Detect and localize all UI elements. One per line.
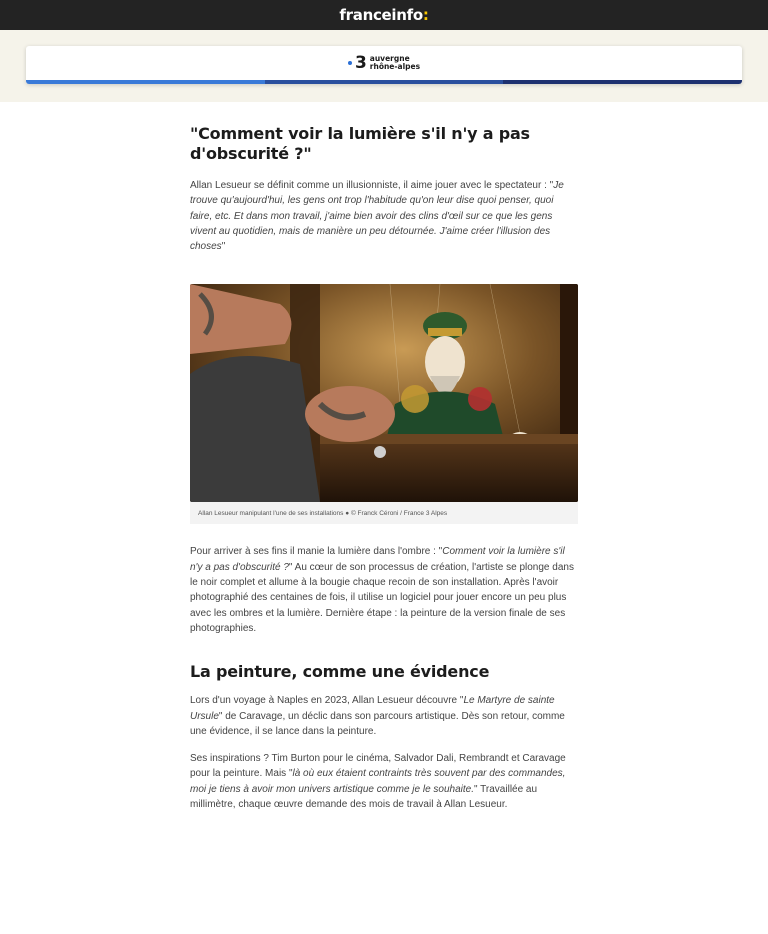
paragraph-naples-text-b: " de Caravage, un déclic dans son parcours artistique. Dès son retour, comme une évidence, il se lance dans la peinture. — [190, 710, 565, 737]
paragraph-inspirations-text-b: " Travaillée au millimètre, chaque œuvre demande des mois de travail à Allan Lesueur. — [190, 783, 538, 811]
logo-dot-icon — [348, 61, 352, 65]
regional-header-card — [26, 46, 742, 84]
france3-auvergne-logo[interactable] — [348, 52, 421, 73]
paragraph-process-text-b: " Au cœur de son processus de création, l'artiste se plonge dans le noir complet et allume à la bougie chaque recoin de son installation. Après l'avoir photographié des centaines de fois, il utilise un logiciel pour jouer encore un peu plus avec les ombres et la lumière. Dernière étape : la peinture de la version finale de ses photographies. — [190, 561, 574, 634]
article-body — [190, 102, 578, 812]
paragraph-naples-artwork: Le Martyre de sainte Ursule — [190, 695, 555, 722]
photo-caption: Allan Lesueur manipulant l'une de ses installations ● © Franck Céroni / France 3 Alpes — [190, 502, 578, 524]
brand-colon: : — [422, 6, 429, 24]
paragraph-naples-text-a: Lors d'un voyage à Naples en 2023, Allan Lesueur découvre " — [190, 695, 464, 707]
section-heading-lumiere: "Comment voir la lumière s'il n'y a pas d'obscurité ?" — [190, 124, 530, 163]
section-heading-peinture: La peinture, comme une évidence — [190, 662, 490, 682]
top-bar — [0, 0, 768, 30]
logo-region-text — [370, 55, 420, 71]
stripe-segment-3 — [503, 80, 742, 84]
paragraph-inspirations-text-a: Ses inspirations ? Tim Burton pour le cinéma, Salvador Dali, Rembrandt et Caravage pour la peinture. Mais " — [190, 753, 566, 780]
article-figure — [190, 284, 578, 524]
brand-name: franceinfo — [339, 6, 423, 24]
paragraph-process-text-a: Pour arriver à ses fins il manie la lumière dans l'ombre : " — [190, 546, 443, 558]
paragraph-inspirations-quote: là où eux étaient contraints très souvent par des commandes, moi je tiens à avoir mon univers artistique comme je le souhaite. — [190, 768, 566, 795]
puppet-photo[interactable] — [190, 284, 578, 502]
paragraph-naples — [190, 693, 578, 739]
paragraph-process — [190, 544, 578, 636]
color-stripe — [26, 80, 742, 84]
paragraph-process-quote: Comment voir la lumière s'il n'y a pas d'obscurité ? — [190, 546, 565, 573]
paragraph-intro-text-a: Allan Lesueur se définit comme un illusionniste, il aime jouer avec le spectateur : " — [190, 180, 554, 191]
logo-region-line1: auvergne — [369, 54, 410, 63]
paragraph-intro-quote: Je trouve qu'aujourd'hui, les gens ont trop l'habitude qu'on leur dise quoi penser, quoi faire, etc. Et dans mon travail, j'aime bien avoir des clins d'œil sur ce que les gens vivent au quotidien, mais de manière un peu détournée. J'aime créer l'illusion des choses — [190, 180, 564, 253]
franceinfo-logo[interactable] — [339, 6, 428, 24]
paragraph-inspirations — [190, 751, 578, 812]
stripe-segment-2 — [265, 80, 504, 84]
regional-band — [0, 30, 768, 102]
logo-region-line2: rhône-alpes — [369, 62, 421, 71]
stripe-segment-1 — [26, 80, 265, 84]
paragraph-intro-text-b: " — [221, 241, 226, 253]
logo-number: 3 — [354, 52, 367, 73]
paragraph-intro — [190, 178, 578, 254]
